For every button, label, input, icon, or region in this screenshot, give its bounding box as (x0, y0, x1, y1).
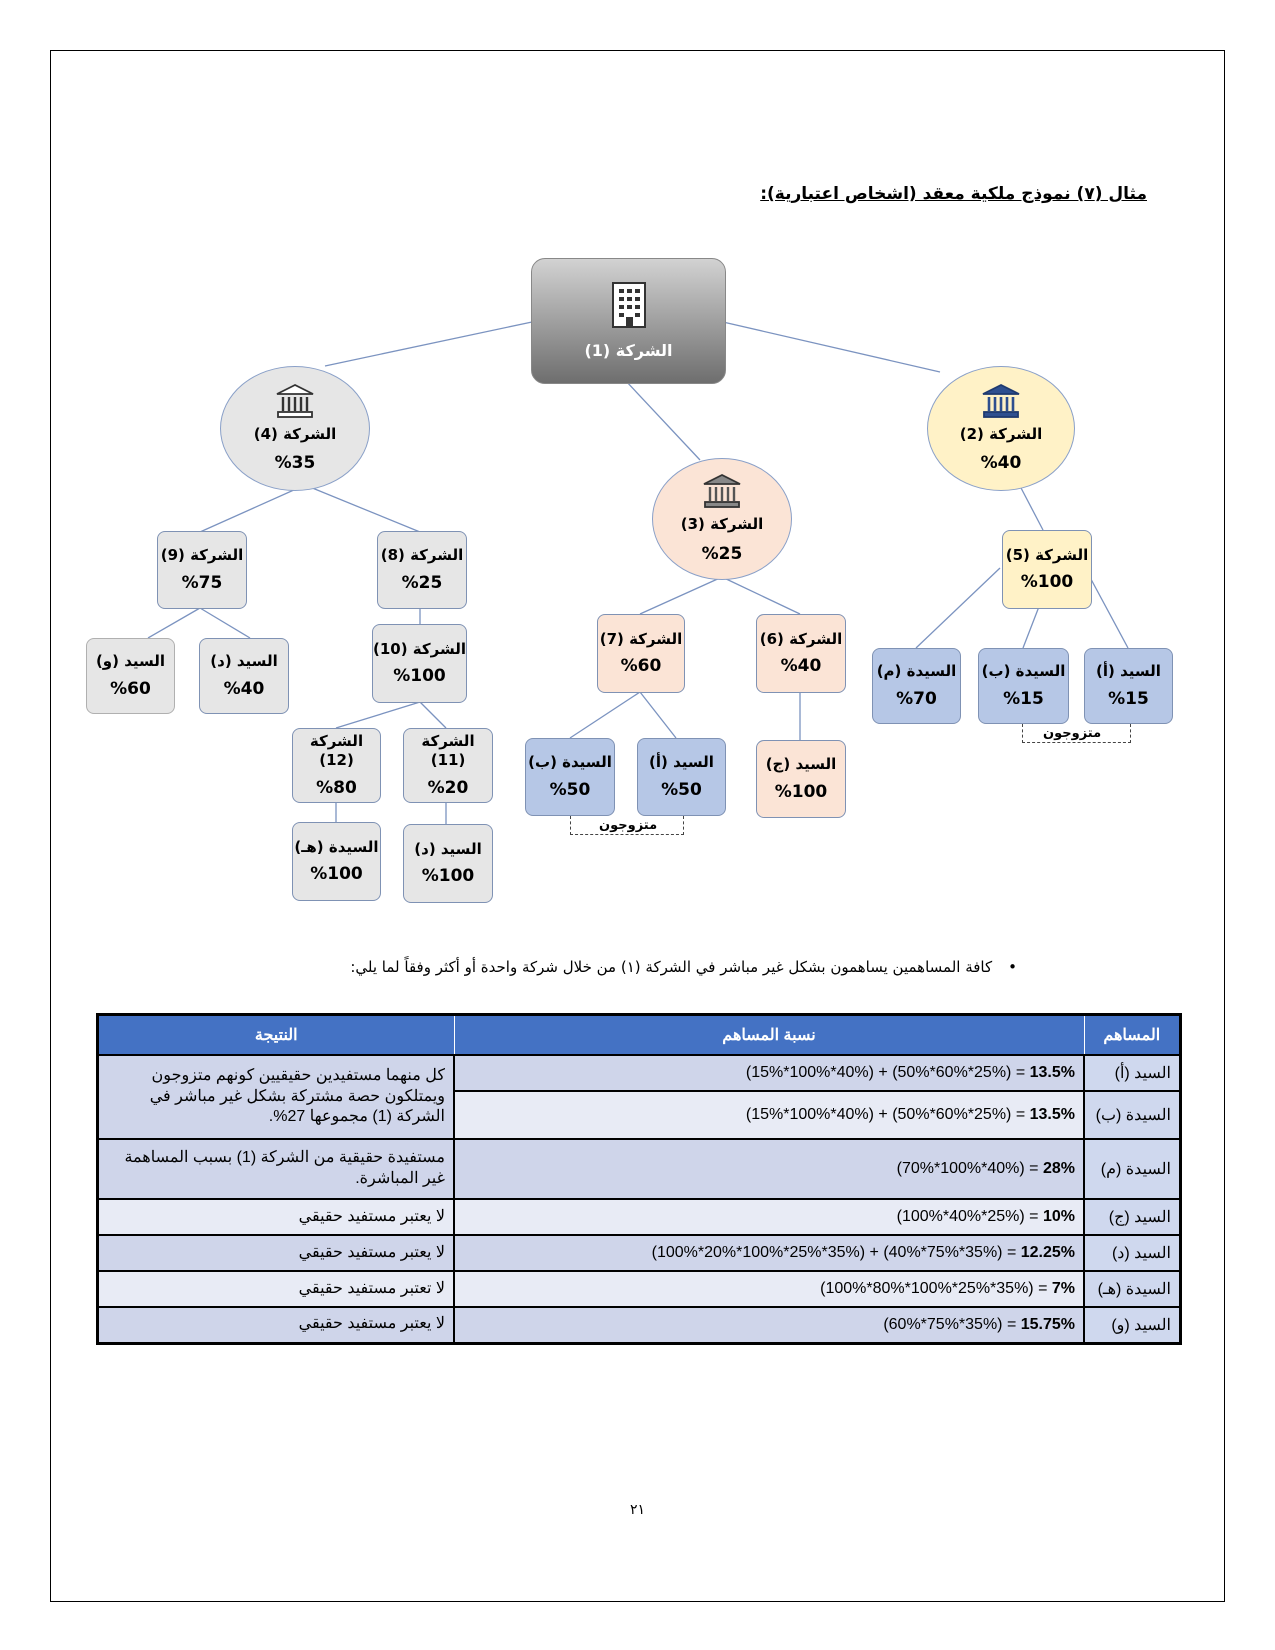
node-percent: %100 (774, 781, 828, 802)
node-label: السيدة (ب) (528, 753, 612, 772)
node-company-2 (927, 366, 1075, 491)
table-header-row (98, 1015, 1181, 1056)
node-company-7 (597, 614, 685, 693)
node-percent: %35 (274, 453, 316, 474)
cell-who: السيدة (هـ) (1084, 1271, 1181, 1307)
node-label: الشركة (2) (959, 424, 1043, 443)
node-person-w (86, 638, 175, 714)
cell-who: السيدة (م) (1084, 1139, 1181, 1199)
node-label: السيد (د) (414, 839, 482, 858)
node-percent: %25 (701, 543, 743, 564)
node-percent: %60 (620, 656, 662, 677)
node-company-9 (157, 531, 247, 609)
cell-result: مستفيدة حقيقية من الشركة (1) بسبب المساهمة غير المباشرة. (98, 1139, 455, 1199)
header-calc: نسبة المساهم (454, 1015, 1084, 1056)
cell-calc: (70%*100%*40%) = 28% (454, 1139, 1084, 1199)
edge-3-7 (640, 577, 722, 614)
node-label: الشركة (11) (421, 731, 475, 770)
node-percent: %40 (223, 678, 265, 699)
node-label: الشركة (4) (253, 424, 337, 443)
cell-result: لا يعتبر مستفيد حقيقي (98, 1199, 455, 1235)
edge-1-3 (625, 380, 700, 460)
table-row (98, 1271, 1181, 1307)
node-company-8 (377, 531, 467, 609)
node-company-10 (372, 624, 467, 703)
cell-calc: (60%*75%*35%) = 15.75% (454, 1307, 1084, 1343)
node-percent: %40 (980, 453, 1022, 474)
node-percent: %15 (1108, 688, 1149, 709)
edge-10-12 (336, 702, 420, 728)
bank-icon (981, 383, 1021, 425)
node-person-a-15 (1084, 648, 1173, 724)
node-person-m (872, 648, 961, 724)
cell-calc: (15%*100%*40%) + (50%*60%*25%) = 13.5% (454, 1055, 1084, 1091)
node-label: السيدة (م) (876, 662, 957, 681)
edge-4-8 (305, 485, 420, 532)
bank-icon (702, 473, 742, 515)
node-percent: %70 (896, 688, 937, 709)
node-label: السيد (أ) (649, 753, 714, 772)
intro-text: •كافة المساهمين يساهمون بشكل غير مباشر في الشركة (١) من خلال شركة واحدة أو أكثر وفقاً لما يلي: (350, 958, 1017, 976)
node-person-j (756, 740, 846, 818)
page-title: مثال (٧) نموذج ملكية معقد (اشخاص اعتبارية): (760, 184, 1147, 204)
node-label: الشركة (12) (309, 731, 364, 770)
node-label: الشركة (1) (584, 340, 673, 360)
cell-who: السيد (و) (1084, 1307, 1181, 1343)
edge-2-5 (1020, 486, 1043, 530)
edge-7-a2 (640, 692, 676, 738)
cell-calc: (100%*80%*100%*25%*35%) = 7% (454, 1271, 1084, 1307)
edge-5-m (916, 568, 1000, 648)
node-label: الشركة (9) (160, 546, 244, 565)
edge-1-2 (723, 322, 940, 372)
node-label: الشركة (5) (1005, 545, 1089, 564)
node-person-a-50 (637, 738, 726, 816)
node-percent: %25 (401, 572, 443, 593)
node-person-b-50 (525, 738, 615, 816)
node-label: السيد (ج) (765, 755, 837, 774)
node-label: السيد (د) (210, 652, 278, 671)
cell-calc: (100%*20%*100%*25%*35%) + (40%*75%*35%) = 12.25% (454, 1235, 1084, 1271)
node-person-d-40 (199, 638, 289, 714)
node-label: الشركة (10) (372, 639, 466, 658)
node-label: السيدة (هـ) (294, 837, 379, 856)
table-row (98, 1307, 1181, 1343)
cell-result: لا يعتبر مستفيد حقيقي (98, 1235, 455, 1271)
edge-5-b1 (1023, 604, 1040, 648)
node-company-12 (292, 728, 381, 803)
node-percent: %50 (549, 779, 591, 800)
edge-9-d1 (200, 608, 250, 638)
bank-icon (275, 383, 315, 425)
edge-9-w (148, 608, 200, 638)
cell-who: السيد (ج) (1084, 1199, 1181, 1235)
node-company-4 (220, 366, 370, 491)
node-label: السيدة (ب) (981, 662, 1066, 681)
node-label: السيد (أ) (1096, 662, 1161, 681)
cell-result: لا تعتبر مستفيد حقيقي (98, 1271, 455, 1307)
married-label: متزوجون (1043, 726, 1102, 741)
node-label: السيد (و) (95, 652, 166, 671)
node-percent: %100 (421, 866, 475, 887)
header-who: المساهم (1084, 1015, 1181, 1056)
node-company-3 (652, 458, 792, 580)
edge-4-9 (200, 485, 305, 532)
cell-who: السيد (د) (1084, 1235, 1181, 1271)
node-person-h (292, 822, 381, 901)
node-percent: %15 (1003, 688, 1044, 709)
married-label: متزوجون (599, 818, 658, 833)
node-label: الشركة (3) (680, 515, 764, 534)
bullet-icon: • (1008, 958, 1017, 976)
page-number: ٢١ (629, 1502, 646, 1518)
cell-who: السيد (أ) (1084, 1055, 1181, 1091)
cell-calc: (100%*40%*25%) = 10% (454, 1199, 1084, 1235)
node-company-6 (756, 614, 846, 693)
node-percent: %50 (661, 779, 702, 800)
cell-calc: (15%*100%*40%) + (50%*60%*25%) = 13.5% (454, 1091, 1084, 1139)
cell-result: كل منهما مستفيدين حقيقيين كونهم متزوجون ويمتلكون حصة مشتركة بشكل غير مباشر في الشركة (1) مجموعها 27%. (98, 1055, 455, 1139)
node-company-1 (531, 258, 726, 384)
edge-1-4 (325, 322, 532, 366)
node-percent: %80 (316, 777, 357, 798)
edge-10-11 (420, 702, 446, 728)
node-percent: %40 (780, 656, 822, 677)
node-person-b-15 (978, 648, 1069, 724)
edge-3-6 (722, 577, 800, 614)
cell-who: السيدة (ب) (1084, 1091, 1181, 1139)
table-row (98, 1139, 1181, 1199)
header-result: النتيجة (98, 1015, 455, 1056)
node-person-d-100 (403, 824, 493, 903)
node-percent: %75 (181, 572, 223, 593)
edge-7-b2 (570, 692, 640, 738)
cell-result: لا يعتبر مستفيد حقيقي (98, 1307, 455, 1343)
table-row (98, 1055, 1181, 1091)
node-percent: %100 (310, 864, 363, 885)
node-percent: %100 (1020, 572, 1074, 593)
node-company-5 (1002, 530, 1092, 609)
node-company-11 (403, 728, 493, 803)
table-row (98, 1199, 1181, 1235)
node-label: الشركة (8) (380, 546, 464, 565)
node-label: الشركة (6) (759, 629, 843, 648)
node-percent: %100 (393, 666, 446, 687)
node-label: الشركة (7) (599, 629, 683, 648)
building-icon (611, 281, 647, 335)
node-percent: %20 (427, 777, 469, 798)
results-table (96, 1013, 1182, 1345)
table-row (98, 1235, 1181, 1271)
node-percent: %60 (110, 678, 151, 699)
